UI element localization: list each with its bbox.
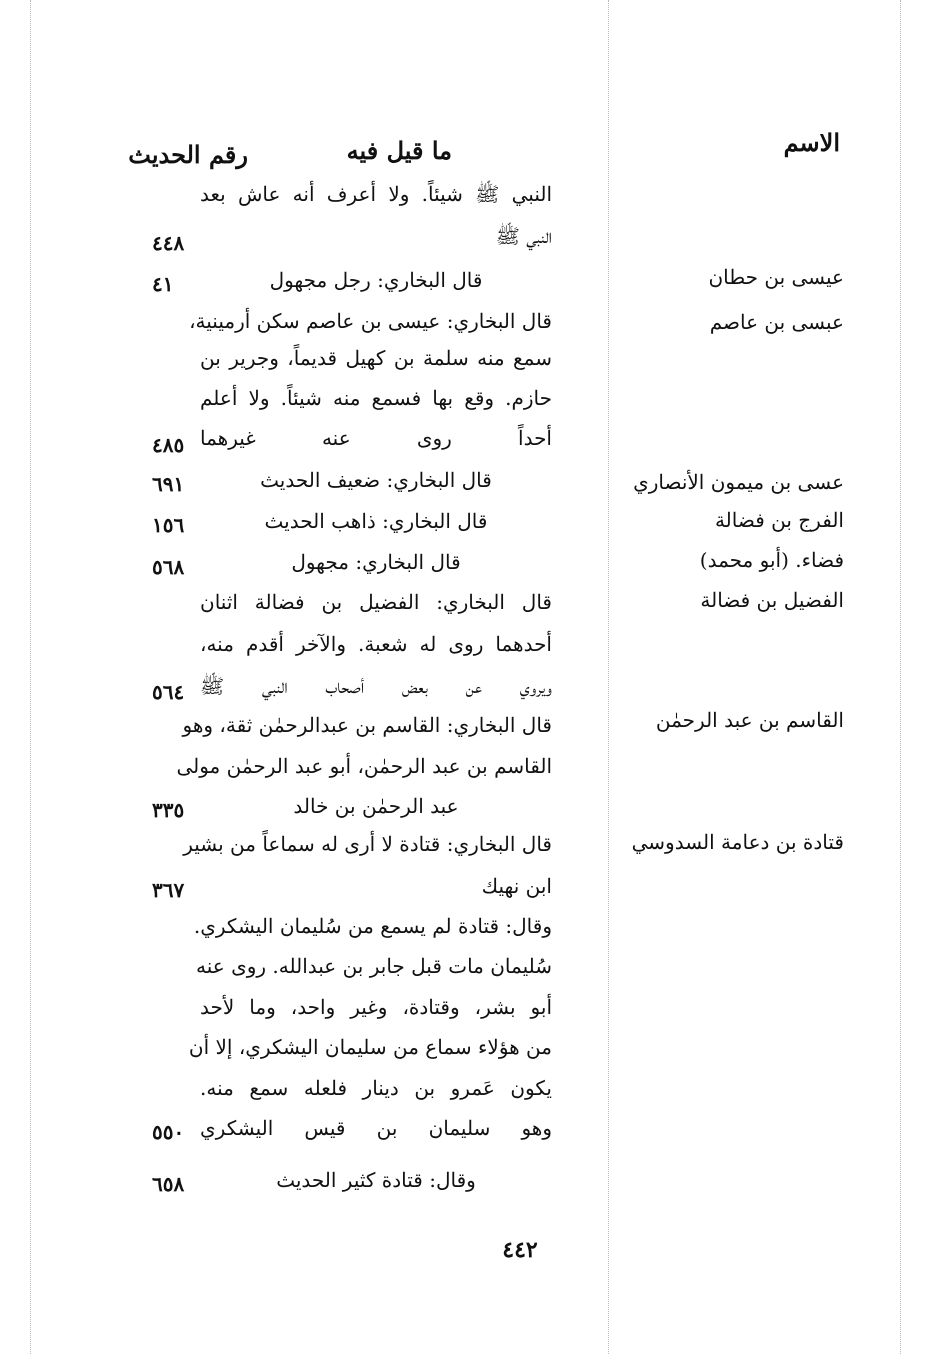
assessment-line: يكون عَمرو بن دينار فلعله سمع منه.: [200, 1076, 552, 1100]
assessment-line: قال البخاري: رجل مجهول: [269, 268, 483, 292]
column-header-name: الاسم: [783, 128, 840, 157]
assessment-line: حازم. وقع بها فسمع منه شيئاً. ولا أعلم: [200, 386, 552, 410]
hadith-number: ٤٨٥: [152, 433, 185, 457]
narrator-name: عسى بن ميمون الأنصاري: [633, 470, 844, 494]
assessment-line: قال البخاري: عيسى بن عاصم سكن أرمينية،: [189, 309, 552, 333]
assessment-line: سمع منه سلمة بن كهيل قديماً، وجرير بن: [200, 346, 552, 370]
hadith-number: ٣٣٥: [152, 798, 185, 822]
narrator-name: قتادة بن دعامة السدوسي: [631, 830, 844, 854]
narrator-name: عيسى بن حطان: [708, 265, 844, 289]
assessment-line: النبي ﷺ شيئاً. ولا أعرف أنه عاش بعد: [200, 182, 552, 206]
hadith-number: ٥٥٠: [152, 1120, 185, 1144]
assessment-line: وقال: قتادة لم يسمع من سُليمان اليشكري.: [193, 914, 552, 938]
assessment-line: قال البخاري: قتادة لا أرى له سماعاً من بشير: [183, 832, 552, 856]
column-header-said: ما قيل فيه: [346, 136, 452, 165]
narrator-name: عبسى بن عاصم: [709, 310, 844, 334]
narrator-name: فضاء. (أبو محمد): [699, 548, 844, 572]
hadith-number: ٥٦٤: [152, 680, 185, 704]
hadith-number: ٣٦٧: [152, 878, 185, 902]
assessment-line: عبد الرحمٰن بن خالد: [293, 794, 459, 818]
assessment-line: قال البخاري: الفضيل بن فضالة اثنان: [200, 590, 552, 614]
column-header-number: رقم الحديث: [128, 140, 248, 169]
hadith-number: ٤٤٨: [152, 231, 185, 255]
assessment-line: ويروي عن بعض أصحاب النبي ﷺ: [200, 674, 552, 698]
hadith-number: ٥٦٨: [152, 555, 185, 579]
assessment-line: أحدهما روى له شعبة. والآخر أقدم منه،: [200, 632, 552, 656]
assessment-line: قال البخاري: مجهول: [291, 550, 461, 574]
assessment-line: النبي ﷺ: [495, 224, 552, 248]
assessment-line: قال البخاري: ذاهب الحديث: [264, 509, 488, 533]
hadith-number: ٦٥٨: [152, 1172, 185, 1196]
assessment-line: من هؤلاء سماع من سليمان اليشكري، إلا أن: [188, 1035, 552, 1059]
hadith-number: ١٥٦: [152, 513, 185, 537]
assessment-line: أحداً روى عنه غيرهما: [200, 426, 552, 450]
narrator-name: الفضيل بن فضالة: [700, 588, 844, 612]
assessment-line: وهو سليمان بن قيس اليشكري: [200, 1116, 552, 1140]
hadith-number: ٦٩١: [152, 472, 185, 496]
narrator-name: القاسم بن عبد الرحمٰن: [655, 708, 844, 732]
assessment-line: القاسم بن عبد الرحمٰن، أبو عبد الرحمٰن مولى: [176, 754, 552, 778]
assessment-line: سُليمان مات قبل جابر بن عبدالله. روى عنه: [196, 954, 552, 978]
hadith-number: ٤١: [152, 272, 174, 296]
narrator-name: الفرج بن فضالة: [714, 508, 844, 532]
assessment-line: أبو بشر، وقتادة، وغير واحد، وما لأحد: [200, 995, 552, 1019]
page-number: ٤٤٢: [502, 1237, 538, 1263]
assessment-line: قال البخاري: ضعيف الحديث: [260, 468, 492, 492]
assessment-line: ابن نهيك: [481, 874, 552, 898]
assessment-line: وقال: قتادة كثير الحديث: [276, 1168, 476, 1192]
assessment-line: قال البخاري: القاسم بن عبدالرحمٰن ثقة، وهو: [182, 713, 552, 737]
